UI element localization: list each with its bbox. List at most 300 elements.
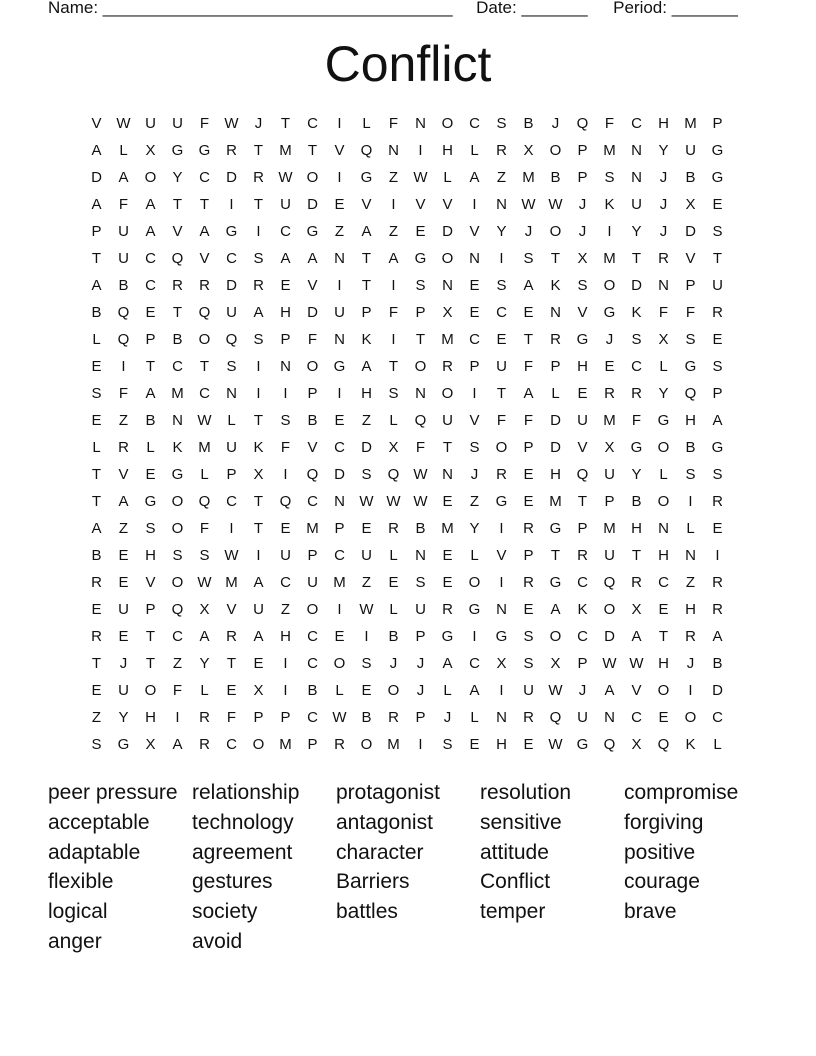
grid-letter: R bbox=[253, 169, 264, 186]
grid-letter: C bbox=[145, 277, 156, 294]
grid-letter: C bbox=[280, 223, 291, 240]
grid-letter: O bbox=[657, 493, 670, 510]
grid-letter: Q bbox=[306, 466, 319, 483]
word-bank-item: protagonist bbox=[336, 781, 440, 804]
grid-letter: E bbox=[334, 628, 345, 645]
grid-letter: V bbox=[199, 250, 210, 267]
grid-letter: A bbox=[523, 385, 534, 402]
grid-letter: Q bbox=[387, 466, 400, 483]
grid-letter: J bbox=[659, 169, 668, 186]
grid-letter: T bbox=[631, 547, 642, 564]
grid-letter: C bbox=[334, 547, 345, 564]
grid-letter: R bbox=[523, 520, 534, 537]
grid-letter: T bbox=[91, 655, 102, 672]
grid-letter: P bbox=[415, 304, 426, 321]
grid-letter: U bbox=[685, 142, 696, 159]
grid-letter: S bbox=[145, 520, 156, 537]
grid-letter: I bbox=[499, 574, 504, 591]
grid-letter: T bbox=[388, 358, 399, 375]
grid-letter: A bbox=[91, 520, 102, 537]
grid-letter: I bbox=[175, 709, 180, 726]
grid-letter: H bbox=[577, 358, 588, 375]
grid-letter: A bbox=[469, 682, 480, 699]
grid-letter: R bbox=[334, 736, 345, 753]
grid-letter: N bbox=[496, 601, 507, 618]
grid-letter: I bbox=[256, 385, 261, 402]
grid-letter: S bbox=[685, 466, 696, 483]
grid-letter: U bbox=[226, 439, 237, 456]
grid-letter: I bbox=[256, 547, 261, 564]
grid-letter: C bbox=[658, 574, 669, 591]
grid-letter: R bbox=[91, 574, 102, 591]
grid-letter: W bbox=[413, 169, 428, 186]
grid-letter: C bbox=[145, 250, 156, 267]
grid-letter: K bbox=[172, 439, 183, 456]
grid-letter: F bbox=[523, 358, 534, 375]
grid-letter: T bbox=[577, 493, 588, 510]
grid-letter: S bbox=[523, 628, 534, 645]
grid-letter: Q bbox=[576, 115, 589, 132]
grid-letter: M bbox=[441, 520, 454, 537]
grid-letter: U bbox=[118, 601, 129, 618]
grid-letter: M bbox=[387, 736, 400, 753]
grid-letter: X bbox=[604, 439, 615, 456]
grid-letter: D bbox=[685, 223, 696, 240]
grid-letter: X bbox=[253, 466, 264, 483]
grid-letter: R bbox=[658, 250, 669, 267]
grid-letter: W bbox=[386, 493, 401, 510]
grid-letter: U bbox=[604, 547, 615, 564]
grid-letter: V bbox=[469, 412, 480, 429]
grid-letter: U bbox=[334, 304, 345, 321]
grid-letter: U bbox=[307, 574, 318, 591]
grid-letter: G bbox=[684, 358, 697, 375]
grid-letter: W bbox=[278, 169, 293, 186]
grid-letter: I bbox=[472, 196, 477, 213]
grid-letter: Q bbox=[603, 736, 616, 753]
grid-letter: V bbox=[118, 466, 129, 483]
grid-letter: Y bbox=[658, 385, 669, 402]
grid-letter: T bbox=[91, 466, 102, 483]
grid-letter: H bbox=[280, 304, 291, 321]
name-field-label: Name: _____________________________________ bbox=[48, 0, 453, 17]
grid-letter: V bbox=[577, 439, 588, 456]
grid-letter: I bbox=[229, 196, 234, 213]
grid-letter: N bbox=[496, 709, 507, 726]
grid-letter: T bbox=[253, 520, 264, 537]
grid-letter: G bbox=[630, 439, 643, 456]
grid-letter: F bbox=[388, 115, 399, 132]
grid-letter: G bbox=[711, 169, 724, 186]
grid-letter: I bbox=[283, 385, 288, 402]
grid-letter: G bbox=[495, 628, 508, 645]
word-bank-item: adaptable bbox=[48, 840, 141, 864]
grid-letter: M bbox=[603, 142, 616, 159]
grid-letter: U bbox=[577, 709, 588, 726]
grid-letter: W bbox=[629, 655, 644, 672]
grid-letter: B bbox=[388, 628, 399, 645]
grid-letter: U bbox=[118, 223, 129, 240]
grid-letter: N bbox=[550, 304, 561, 321]
grid-letter: U bbox=[604, 466, 615, 483]
word-bank-item: Barriers bbox=[336, 870, 410, 894]
grid-letter: P bbox=[577, 520, 588, 537]
grid-letter: G bbox=[711, 142, 724, 159]
grid-letter: X bbox=[496, 655, 507, 672]
grid-letter: I bbox=[499, 520, 504, 537]
grid-letter: J bbox=[416, 682, 425, 699]
grid-letter: P bbox=[712, 115, 723, 132]
grid-letter: N bbox=[658, 520, 669, 537]
grid-letter: Z bbox=[388, 223, 399, 240]
grid-letter: A bbox=[145, 223, 156, 240]
grid-letter: P bbox=[361, 304, 372, 321]
grid-letter: B bbox=[307, 682, 318, 699]
grid-letter: A bbox=[280, 250, 291, 267]
grid-letter: M bbox=[198, 439, 211, 456]
grid-letter: F bbox=[199, 520, 210, 537]
grid-letter: X bbox=[388, 439, 399, 456]
grid-letter: E bbox=[523, 736, 534, 753]
grid-letter: J bbox=[659, 223, 668, 240]
grid-letter: D bbox=[307, 304, 318, 321]
grid-letter: N bbox=[442, 277, 453, 294]
word-bank-item: relationship bbox=[192, 781, 300, 804]
grid-letter: D bbox=[226, 169, 237, 186]
grid-letter: Q bbox=[360, 142, 373, 159]
grid-letter: G bbox=[576, 331, 589, 348]
grid-letter: G bbox=[711, 439, 724, 456]
grid-letter: E bbox=[361, 682, 372, 699]
grid-letter: S bbox=[577, 277, 588, 294]
grid-letter: W bbox=[224, 547, 239, 564]
grid-letter: I bbox=[337, 277, 342, 294]
grid-letter: L bbox=[389, 412, 398, 429]
grid-letter: S bbox=[253, 331, 264, 348]
grid-letter: S bbox=[712, 223, 723, 240]
grid-letter: C bbox=[307, 493, 318, 510]
grid-letter: G bbox=[441, 628, 454, 645]
grid-letter: T bbox=[496, 385, 507, 402]
grid-letter: F bbox=[118, 385, 129, 402]
grid-letter: P bbox=[577, 655, 588, 672]
grid-letter: V bbox=[442, 196, 453, 213]
grid-letter: A bbox=[118, 169, 129, 186]
grid-letter: U bbox=[118, 250, 129, 267]
grid-letter: Z bbox=[118, 412, 129, 429]
grid-letter: N bbox=[334, 331, 345, 348]
grid-letter: B bbox=[631, 493, 642, 510]
grid-letter: A bbox=[118, 493, 129, 510]
grid-letter: R bbox=[631, 574, 642, 591]
grid-letter: V bbox=[631, 682, 642, 699]
grid-letter: M bbox=[225, 574, 238, 591]
grid-letter: F bbox=[523, 412, 534, 429]
grid-letter: F bbox=[307, 331, 318, 348]
grid-letter: O bbox=[468, 574, 481, 591]
grid-letter: L bbox=[686, 520, 695, 537]
word-bank-item: courage bbox=[624, 870, 700, 894]
grid-letter: Y bbox=[172, 169, 183, 186]
grid-letter: E bbox=[415, 223, 426, 240]
grid-letter: I bbox=[337, 385, 342, 402]
grid-letter: G bbox=[144, 493, 157, 510]
grid-letter: S bbox=[172, 547, 183, 564]
grid-letter: S bbox=[604, 169, 615, 186]
grid-letter: T bbox=[145, 358, 156, 375]
word-bank-item: peer pressure bbox=[48, 781, 178, 804]
grid-letter: N bbox=[496, 196, 507, 213]
grid-letter: G bbox=[360, 169, 373, 186]
grid-letter: L bbox=[443, 169, 452, 186]
grid-letter: O bbox=[441, 115, 454, 132]
word-bank-item: attitude bbox=[480, 840, 549, 864]
grid-letter: P bbox=[415, 628, 426, 645]
word-bank-item: forgiving bbox=[624, 810, 704, 834]
grid-letter: P bbox=[469, 358, 480, 375]
grid-letter: Y bbox=[631, 466, 642, 483]
grid-letter: C bbox=[469, 331, 480, 348]
grid-letter: T bbox=[280, 115, 291, 132]
grid-letter: O bbox=[144, 682, 157, 699]
grid-letter: B bbox=[550, 169, 561, 186]
word-bank-item: society bbox=[192, 900, 258, 924]
grid-letter: E bbox=[442, 493, 453, 510]
grid-letter: F bbox=[685, 304, 696, 321]
grid-letter: T bbox=[550, 250, 561, 267]
grid-letter: D bbox=[550, 412, 561, 429]
grid-letter: L bbox=[200, 466, 209, 483]
grid-letter: T bbox=[307, 142, 318, 159]
grid-letter: W bbox=[116, 115, 131, 132]
grid-letter: I bbox=[418, 736, 423, 753]
grid-letter: A bbox=[253, 574, 264, 591]
grid-letter: S bbox=[685, 331, 696, 348]
grid-letter: W bbox=[548, 682, 563, 699]
grid-letter: C bbox=[469, 655, 480, 672]
grid-letter: Q bbox=[603, 574, 616, 591]
grid-letter: Q bbox=[171, 250, 184, 267]
grid-letter: N bbox=[334, 493, 345, 510]
grid-letter: D bbox=[91, 169, 102, 186]
grid-letter: E bbox=[658, 601, 669, 618]
grid-letter: A bbox=[145, 196, 156, 213]
grid-letter: V bbox=[172, 223, 183, 240]
grid-letter: A bbox=[469, 169, 480, 186]
grid-letter: R bbox=[685, 628, 696, 645]
letter-grid bbox=[83, 110, 731, 758]
grid-letter: V bbox=[469, 223, 480, 240]
grid-letter: V bbox=[307, 439, 318, 456]
grid-letter: O bbox=[603, 277, 616, 294]
grid-letter: F bbox=[199, 115, 210, 132]
grid-letter: R bbox=[199, 736, 210, 753]
grid-letter: H bbox=[658, 115, 669, 132]
grid-letter: E bbox=[523, 466, 534, 483]
grid-letter: D bbox=[604, 628, 615, 645]
grid-letter: E bbox=[577, 385, 588, 402]
grid-letter: V bbox=[145, 574, 156, 591]
grid-letter: I bbox=[256, 223, 261, 240]
grid-letter: V bbox=[577, 304, 588, 321]
grid-letter: G bbox=[171, 466, 184, 483]
grid-letter: W bbox=[332, 709, 347, 726]
grid-letter: E bbox=[523, 493, 534, 510]
grid-letter: A bbox=[91, 196, 102, 213]
grid-letter: Z bbox=[334, 223, 345, 240]
grid-letter: M bbox=[684, 115, 697, 132]
grid-letter: P bbox=[226, 466, 237, 483]
grid-letter: O bbox=[495, 439, 508, 456]
grid-letter: L bbox=[92, 439, 101, 456]
grid-letter: T bbox=[523, 331, 534, 348]
grid-letter: J bbox=[443, 709, 452, 726]
grid-letter: I bbox=[229, 520, 234, 537]
grid-letter: S bbox=[496, 277, 507, 294]
grid-letter: N bbox=[334, 250, 345, 267]
grid-letter: I bbox=[607, 223, 612, 240]
grid-letter: J bbox=[578, 223, 587, 240]
grid-letter: S bbox=[199, 547, 210, 564]
grid-letter: U bbox=[523, 682, 534, 699]
grid-letter: R bbox=[577, 547, 588, 564]
grid-letter: S bbox=[442, 736, 453, 753]
grid-letter: V bbox=[361, 196, 372, 213]
grid-letter: I bbox=[364, 628, 369, 645]
grid-letter: Q bbox=[657, 736, 670, 753]
grid-letter: C bbox=[577, 574, 588, 591]
grid-letter: E bbox=[712, 196, 723, 213]
grid-letter: H bbox=[658, 655, 669, 672]
grid-letter: C bbox=[577, 628, 588, 645]
grid-letter: F bbox=[118, 196, 129, 213]
grid-letter: R bbox=[712, 304, 723, 321]
grid-letter: M bbox=[333, 574, 346, 591]
grid-letter: T bbox=[226, 655, 237, 672]
grid-letter: W bbox=[548, 196, 563, 213]
grid-letter: M bbox=[603, 250, 616, 267]
grid-letter: U bbox=[226, 304, 237, 321]
grid-letter: G bbox=[414, 250, 427, 267]
grid-letter: W bbox=[197, 574, 212, 591]
grid-letter: G bbox=[225, 223, 238, 240]
grid-letter: O bbox=[414, 358, 427, 375]
grid-letter: E bbox=[118, 574, 129, 591]
grid-letter: S bbox=[253, 250, 264, 267]
grid-letter: T bbox=[172, 196, 183, 213]
word-bank-item: Conflict bbox=[480, 870, 551, 894]
grid-letter: T bbox=[253, 196, 264, 213]
grid-letter: C bbox=[172, 358, 183, 375]
grid-letter: S bbox=[496, 115, 507, 132]
grid-letter: G bbox=[576, 736, 589, 753]
grid-letter: A bbox=[172, 736, 183, 753]
grid-letter: N bbox=[685, 547, 696, 564]
grid-letter: U bbox=[280, 196, 291, 213]
grid-letter: R bbox=[496, 142, 507, 159]
grid-letter: W bbox=[548, 736, 563, 753]
grid-letter: C bbox=[307, 709, 318, 726]
grid-letter: B bbox=[712, 655, 723, 672]
grid-letter: E bbox=[280, 520, 291, 537]
grid-letter: H bbox=[550, 466, 561, 483]
grid-letter: T bbox=[253, 412, 264, 429]
grid-letter: N bbox=[442, 466, 453, 483]
grid-letter: M bbox=[549, 493, 562, 510]
grid-letter: I bbox=[391, 196, 396, 213]
grid-letter: B bbox=[685, 169, 696, 186]
grid-letter: X bbox=[685, 196, 696, 213]
grid-letter: S bbox=[415, 277, 426, 294]
grid-letter: L bbox=[470, 709, 479, 726]
grid-letter: T bbox=[199, 196, 210, 213]
grid-letter: Q bbox=[279, 493, 292, 510]
grid-letter: T bbox=[145, 628, 156, 645]
grid-letter: B bbox=[685, 439, 696, 456]
grid-letter: R bbox=[199, 709, 210, 726]
grid-letter: J bbox=[659, 196, 668, 213]
grid-letter: E bbox=[469, 304, 480, 321]
grid-letter: Y bbox=[199, 655, 210, 672]
grid-letter: V bbox=[91, 115, 102, 132]
grid-letter: B bbox=[172, 331, 183, 348]
grid-letter: G bbox=[468, 601, 481, 618]
grid-letter: O bbox=[198, 331, 211, 348]
grid-letter: T bbox=[199, 358, 210, 375]
grid-letter: F bbox=[658, 304, 669, 321]
grid-letter: O bbox=[306, 169, 319, 186]
grid-letter: N bbox=[280, 358, 291, 375]
grid-letter: X bbox=[631, 601, 642, 618]
grid-letter: H bbox=[496, 736, 507, 753]
grid-letter: K bbox=[550, 277, 561, 294]
grid-letter: P bbox=[91, 223, 102, 240]
grid-letter: R bbox=[631, 385, 642, 402]
grid-letter: L bbox=[551, 385, 560, 402]
grid-letter: O bbox=[387, 682, 400, 699]
grid-letter: J bbox=[470, 466, 479, 483]
grid-letter: P bbox=[145, 331, 156, 348]
grid-letter: U bbox=[415, 601, 426, 618]
grid-letter: J bbox=[578, 196, 587, 213]
grid-letter: E bbox=[442, 547, 453, 564]
grid-letter: R bbox=[604, 385, 615, 402]
page-title: Conflict bbox=[324, 36, 492, 92]
grid-letter: L bbox=[119, 142, 128, 159]
grid-letter: C bbox=[496, 304, 507, 321]
grid-letter: U bbox=[253, 601, 264, 618]
grid-letter: K bbox=[253, 439, 264, 456]
word-bank-item: acceptable bbox=[48, 810, 150, 834]
grid-letter: E bbox=[145, 304, 156, 321]
grid-letter: O bbox=[549, 223, 562, 240]
grid-letter: O bbox=[144, 169, 157, 186]
grid-letter: C bbox=[307, 115, 318, 132]
grid-letter: P bbox=[145, 601, 156, 618]
grid-letter: D bbox=[712, 682, 723, 699]
word-bank-item: battles bbox=[336, 900, 398, 924]
grid-letter: Z bbox=[280, 601, 291, 618]
grid-letter: L bbox=[713, 736, 722, 753]
grid-letter: V bbox=[496, 547, 507, 564]
grid-letter: T bbox=[712, 250, 723, 267]
grid-letter: U bbox=[577, 412, 588, 429]
grid-letter: O bbox=[657, 439, 670, 456]
grid-letter: Y bbox=[118, 709, 129, 726]
grid-letter: S bbox=[361, 655, 372, 672]
grid-letter: E bbox=[496, 331, 507, 348]
grid-letter: H bbox=[631, 520, 642, 537]
